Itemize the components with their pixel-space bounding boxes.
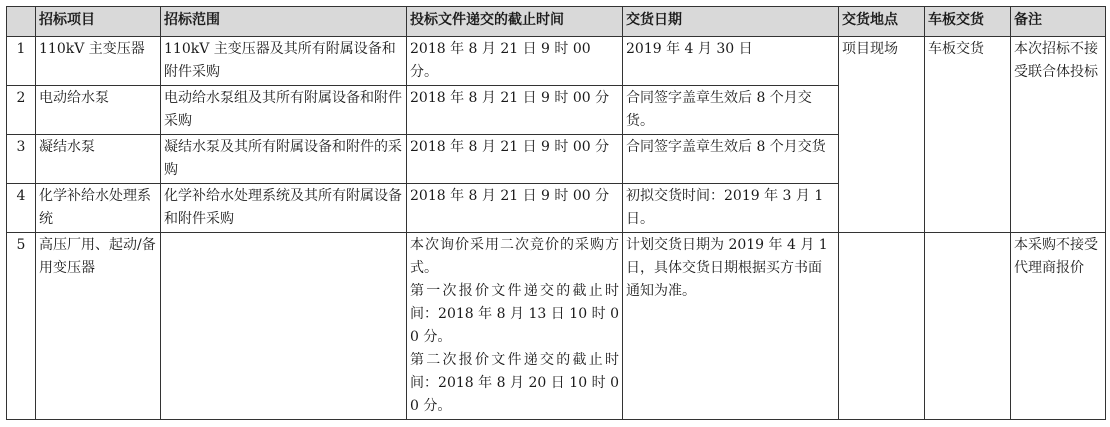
row-index: 3 bbox=[7, 135, 36, 184]
table-row bbox=[7, 37, 1106, 86]
cell-delivery-date: 初拟交货时间：2019 年 3 月 1 日。 bbox=[623, 184, 839, 233]
row-index: 1 bbox=[7, 37, 36, 86]
cell-project: 电动给水泵 bbox=[36, 86, 161, 135]
deadline-line: 第一次报价文件递交的截止时间：2018 年 8 月 13 日 10 时 00 分。 bbox=[410, 283, 619, 345]
cell-delivery-date: 合同签字盖章生效后 8 个月交货。 bbox=[623, 86, 839, 135]
cell-deadline: 2018 年 8 月 21 日 9 时 00 分。 bbox=[407, 37, 623, 86]
cell-project: 凝结水泵 bbox=[36, 135, 161, 184]
header-scope: 招标范围 bbox=[161, 7, 407, 37]
cell-deadline: 2018 年 8 月 21 日 9 时 00 分 bbox=[407, 86, 623, 135]
cell-delivery-mode bbox=[925, 233, 1011, 420]
cell-scope: 电动给水泵组及其所有附属设备和附件采购 bbox=[161, 86, 407, 135]
header-project: 招标项目 bbox=[36, 7, 161, 37]
cell-scope bbox=[161, 233, 407, 420]
cell-deadline: 2018 年 8 月 21 日 9 时 00 分 bbox=[407, 184, 623, 233]
header-delivery-date: 交货日期 bbox=[623, 7, 839, 37]
cell-delivery-mode-merged: 车板交货 bbox=[925, 37, 1011, 233]
cell-project: 化学补给水处理系统 bbox=[36, 184, 161, 233]
deadline-line: 本次询价采用二次竞价的采购方式。 bbox=[410, 237, 619, 276]
cell-location bbox=[839, 233, 925, 420]
cell-deadline: 2018 年 8 月 21 日 9 时 00 分 bbox=[407, 135, 623, 184]
header-location: 交货地点 bbox=[839, 7, 925, 37]
cell-project: 高压厂用、起动/备用变压器 bbox=[36, 233, 161, 420]
header-remarks: 备注 bbox=[1011, 7, 1106, 37]
cell-delivery-date: 合同签字盖章生效后 8 个月交货 bbox=[623, 135, 839, 184]
row-index: 5 bbox=[7, 233, 36, 420]
cell-delivery-date: 2019 年 4 月 30 日 bbox=[623, 37, 839, 86]
deadline-line: 第二次报价文件递交的截止时间：2018 年 8 月 20 日 10 时 00 分。 bbox=[410, 352, 619, 414]
cell-scope: 化学补给水处理系统及其所有附属设备和附件采购 bbox=[161, 184, 407, 233]
header-delivery-mode: 车板交货 bbox=[925, 7, 1011, 37]
tender-table bbox=[6, 6, 1106, 420]
header-index bbox=[7, 7, 36, 37]
cell-scope: 凝结水泵及其所有附属设备和附件的采购 bbox=[161, 135, 407, 184]
table-header-row bbox=[7, 7, 1106, 37]
cell-remarks-merged: 本次招标不接受联合体投标 bbox=[1011, 37, 1106, 233]
cell-location-merged: 项目现场 bbox=[839, 37, 925, 233]
cell-delivery-date: 计划交货日期为 2019 年 4 月 1 日，具体交货日期根据买方书面通知为准。 bbox=[623, 233, 839, 420]
table-row bbox=[7, 233, 1106, 420]
row-index: 2 bbox=[7, 86, 36, 135]
header-deadline: 投标文件递交的截止时间 bbox=[407, 7, 623, 37]
row-index: 4 bbox=[7, 184, 36, 233]
cell-scope: 110kV 主变压器及其所有附属设备和附件采购 bbox=[161, 37, 407, 86]
cell-deadline bbox=[407, 233, 623, 420]
cell-remarks: 本采购不接受代理商报价 bbox=[1011, 233, 1106, 420]
cell-project: 110kV 主变压器 bbox=[36, 37, 161, 86]
